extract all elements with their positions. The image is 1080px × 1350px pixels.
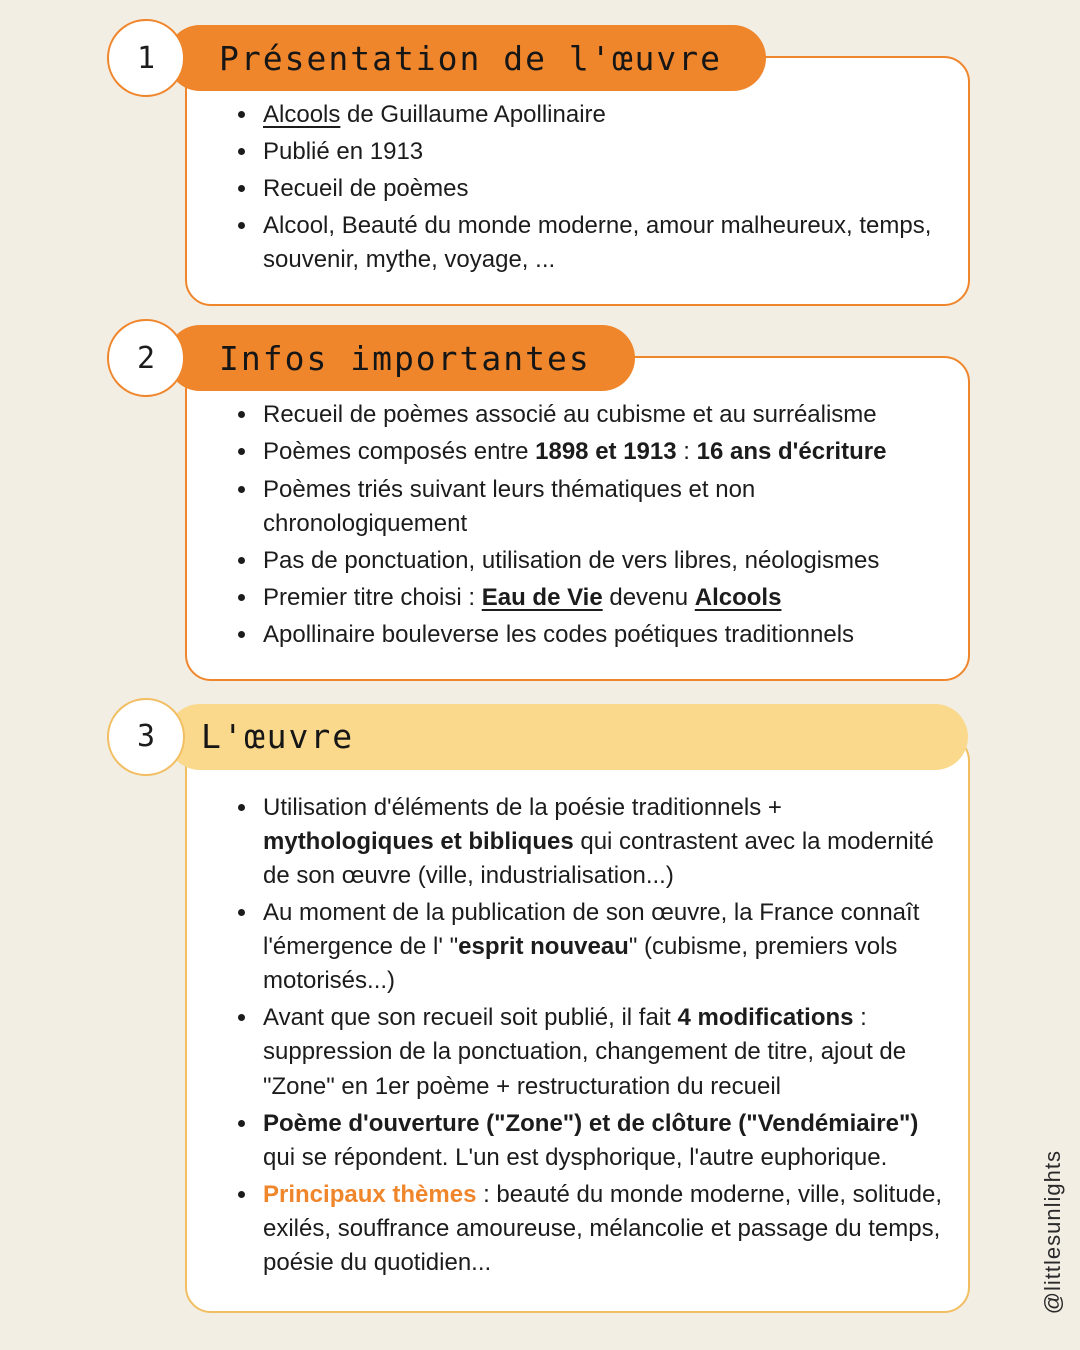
section-1-title: Présentation de l'œuvre [219, 38, 722, 78]
bullet-text-segment: " (cubisme, premiers vols motorisés...) [263, 933, 898, 995]
watermark-handle: @littlesunlights [1040, 1149, 1065, 1314]
bullet-item [259, 435, 944, 469]
bullet-text-segment: Recueil de poèmes associé au cubisme et au surréalisme [263, 401, 877, 429]
bullet-text-segment: Poèmes triés suivant leurs thématiques et non chronologiquement [263, 475, 756, 537]
section-3-bullet-list [227, 791, 944, 1280]
bullet-item [259, 896, 944, 998]
bullet-text-segment: Publié en 1913 [263, 138, 424, 166]
bullet-item [259, 98, 944, 132]
bullet-text-segment: Poèmes composés entre [263, 438, 536, 466]
bullet-item [259, 398, 944, 432]
bullet-text-segment: devenu [602, 583, 695, 611]
section-1-bullet-list [227, 98, 944, 277]
bullet-text-segment: qui se répondent. L'un est dysphorique, l'autre euphorique. [263, 1143, 888, 1171]
bullet-item [259, 209, 944, 277]
bullet-item [259, 473, 944, 541]
bullet-text-segment: Apollinaire bouleverse les codes poétiques traditionnels [263, 620, 855, 648]
section-2-bullet-list [227, 398, 944, 652]
bullet-item [259, 544, 944, 578]
section-2-title-pill [167, 325, 635, 391]
bullet-item [259, 791, 944, 893]
bullet-text-segment: Principaux thèmes [263, 1180, 477, 1208]
section-2-number: 2 [136, 340, 156, 376]
bullet-text-segment: : suppression de la ponctuation, changement de titre, ajout de "Zone" en 1er poème + restructuration du recueil [263, 1004, 907, 1100]
bullet-text-segment: 1898 et 1913 [535, 438, 677, 466]
bullet-text-segment: Alcools [263, 101, 341, 128]
section-loeuvre [136, 717, 970, 1313]
bullet-text-segment: Pas de ponctuation, utilisation de vers libres, néologismes [263, 546, 880, 574]
bullet-text-segment: : beauté du monde moderne, ville, solitude, exilés, souffrance amoureuse, mélancolie et passage du temps, poésie du quotidien... [263, 1180, 943, 1276]
section-3-number: 3 [136, 719, 156, 755]
section-3-title-pill [167, 704, 968, 770]
bullet-text-segment: Eau de Vie [481, 583, 603, 611]
bullet-text-segment: Premier titre choisi : [263, 583, 482, 611]
section-2-title: Infos importantes [219, 338, 591, 378]
bullet-text-segment: mythologiques et bibliques [263, 828, 574, 856]
bullet-text-segment: : [676, 438, 697, 466]
bullet-item [259, 618, 944, 652]
bullet-text-segment: Avant que son recueil soit publié, il fait [263, 1004, 678, 1032]
bullet-item [259, 581, 944, 615]
bullet-text-segment: Alcools [694, 583, 782, 611]
bullet-text-segment: 16 ans d'écriture [696, 438, 887, 466]
bullet-text-segment: Recueil de poèmes [263, 175, 469, 203]
bullet-item [259, 1107, 944, 1175]
notes-page [136, 0, 970, 1313]
section-presentation [136, 38, 970, 306]
bullet-item [259, 1178, 944, 1280]
section-3-title: L'œuvre [201, 717, 355, 757]
bullet-text-segment: 4 modifications [677, 1004, 854, 1032]
bullet-text-segment: Au moment de la publication de son œuvre, la France connaît l'émergence de l' " [263, 899, 920, 961]
bullet-text-segment: Alcool, Beauté du monde moderne, amour malheureux, temps, souvenir, mythe, voyage, ... [263, 212, 932, 274]
bullet-text-segment: Utilisation d'éléments de la poésie traditionnels + [263, 793, 782, 821]
section-1-number: 1 [136, 40, 156, 76]
bullet-item [259, 172, 944, 206]
bullet-item [259, 1001, 944, 1103]
bullet-item [259, 135, 944, 169]
bullet-text-segment: Poème d'ouverture ("Zone") et de clôture ("Vendémiaire") [263, 1109, 919, 1137]
section-infos-importantes [136, 338, 970, 681]
bullet-text-segment: de Guillaume Apollinaire [340, 101, 606, 128]
section-2-number-badge [107, 319, 185, 397]
bullet-text-segment: esprit nouveau [458, 933, 629, 961]
section-3-number-badge [107, 698, 185, 776]
bullet-text-segment: qui contrastent avec la modernité de son œuvre (ville, industrialisation...) [263, 828, 934, 890]
section-1-title-pill [167, 25, 766, 91]
section-1-number-badge [107, 19, 185, 97]
